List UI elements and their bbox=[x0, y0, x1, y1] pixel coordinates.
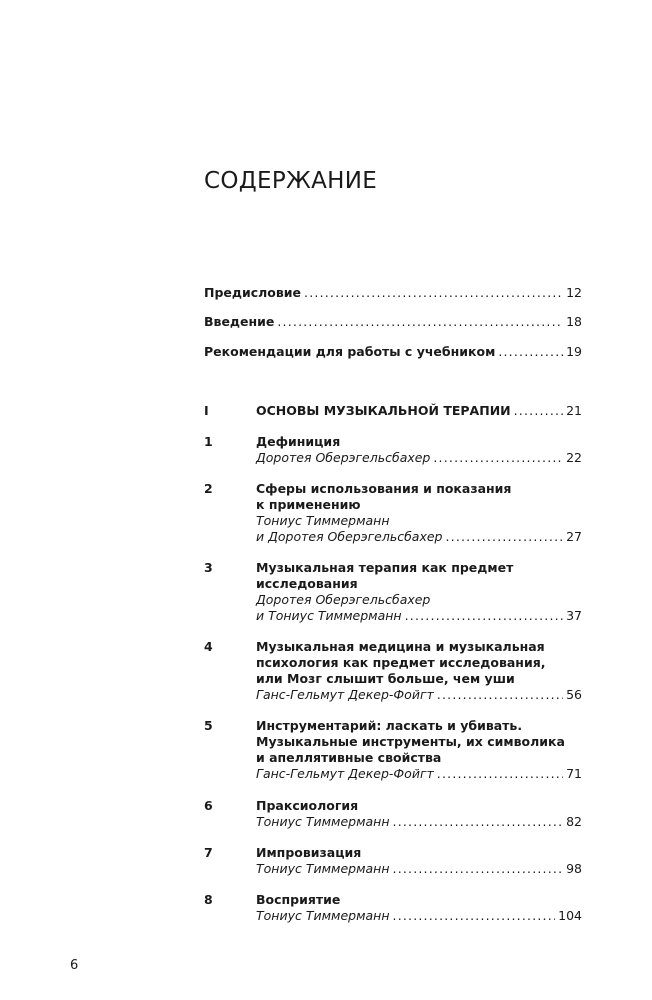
toc-leader bbox=[437, 766, 563, 782]
toc-page-number: 18 bbox=[566, 314, 582, 329]
chapter-number: 1 bbox=[204, 434, 213, 449]
chapter-author: и Тониус Тиммерманн bbox=[256, 608, 402, 623]
toc-page-number: 37 bbox=[566, 608, 582, 623]
toc-entry-chapter-7[interactable] bbox=[256, 861, 582, 877]
chapter-author: Тониус Тиммерманн bbox=[256, 861, 390, 876]
toc-page-number: 104 bbox=[558, 908, 582, 923]
chapter-title[interactable]: Импровизация bbox=[256, 845, 362, 860]
toc-page-number: 19 bbox=[566, 344, 582, 359]
toc-entry-recommendations[interactable] bbox=[204, 344, 582, 360]
toc-leader bbox=[437, 687, 563, 703]
chapter-number: 5 bbox=[204, 718, 213, 733]
toc-entry-label: ОСНОВЫ МУЗЫКАЛЬНОЙ ТЕРАПИИ bbox=[256, 403, 511, 418]
chapter-author: и Доротея Оберэгельсбахер bbox=[256, 529, 443, 544]
toc-leader bbox=[498, 344, 563, 360]
chapter-title[interactable]: и апеллятивные свойства bbox=[256, 750, 442, 765]
chapter-number: 7 bbox=[204, 845, 213, 860]
part-number: I bbox=[204, 403, 209, 418]
chapter-title[interactable]: Музыкальные инструменты, их символика bbox=[256, 734, 565, 749]
toc-page-number: 98 bbox=[566, 861, 582, 876]
toc-entry-introduction[interactable] bbox=[204, 314, 582, 330]
toc-page-number: 22 bbox=[566, 450, 582, 465]
toc-leader bbox=[433, 450, 563, 466]
chapter-title[interactable]: Сферы использования и показания bbox=[256, 481, 512, 496]
chapter-number: 2 bbox=[204, 481, 213, 496]
toc-page-number: 12 bbox=[566, 285, 582, 300]
toc-entry-label: Введение bbox=[204, 314, 275, 329]
chapter-author: Ганс-Гельмут Декер-Фойгт bbox=[256, 766, 434, 781]
chapter-author: Тониус Тиммерманн bbox=[256, 513, 390, 528]
toc-entry-chapter-1[interactable] bbox=[256, 450, 582, 466]
chapter-title[interactable]: Музыкальная терапия как предмет bbox=[256, 560, 514, 575]
toc-leader bbox=[277, 314, 563, 330]
toc-leader bbox=[514, 403, 563, 419]
toc-page-number: 56 bbox=[566, 687, 582, 702]
toc-leader bbox=[445, 529, 563, 545]
chapter-author: Доротея Оберэгельсбахер bbox=[256, 592, 431, 607]
toc-entry-label: Предисловие bbox=[204, 285, 302, 300]
chapter-title[interactable]: к применению bbox=[256, 497, 361, 512]
toc-page-number: 21 bbox=[566, 403, 582, 418]
chapter-author: Доротея Оберэгельсбахер bbox=[256, 450, 431, 465]
toc-entry-part-1[interactable] bbox=[256, 403, 582, 419]
chapter-title[interactable]: психология как предмет исследования, bbox=[256, 655, 546, 670]
toc-leader bbox=[393, 861, 564, 877]
page-title: СОДЕРЖАНИЕ bbox=[204, 168, 378, 194]
chapter-title[interactable]: Инструментарий: ласкать и убивать. bbox=[256, 718, 523, 733]
chapter-author: Тониус Тиммерманн bbox=[256, 908, 390, 923]
toc-entry-chapter-3[interactable] bbox=[256, 608, 582, 624]
toc-entry-chapter-6[interactable] bbox=[256, 814, 582, 830]
toc-leader bbox=[393, 908, 556, 924]
toc-page-number: 71 bbox=[566, 766, 582, 781]
toc-leader bbox=[405, 608, 563, 624]
chapter-title[interactable]: Музыкальная медицина и музыкальная bbox=[256, 639, 545, 654]
toc-entry-chapter-4[interactable] bbox=[256, 687, 582, 703]
chapter-title[interactable]: Дефиниция bbox=[256, 434, 341, 449]
toc-entry-label: Рекомендации для работы с учебником bbox=[204, 344, 496, 359]
toc-leader bbox=[393, 814, 564, 830]
toc-entry-chapter-8[interactable] bbox=[256, 908, 582, 924]
toc-page-number: 27 bbox=[566, 529, 582, 544]
toc-entry-chapter-5[interactable] bbox=[256, 766, 582, 782]
page-number: 6 bbox=[70, 958, 79, 973]
toc-entry-preface[interactable] bbox=[204, 285, 582, 301]
chapter-title[interactable]: Восприятие bbox=[256, 892, 341, 907]
chapter-author: Ганс-Гельмут Декер-Фойгт bbox=[256, 687, 434, 702]
chapter-number: 4 bbox=[204, 639, 213, 654]
toc-leader bbox=[304, 285, 563, 301]
toc-page-number: 82 bbox=[566, 814, 582, 829]
chapter-title[interactable]: или Мозг слышит больше, чем уши bbox=[256, 671, 515, 686]
chapter-title[interactable]: Праксиология bbox=[256, 798, 359, 813]
chapter-title[interactable]: исследования bbox=[256, 576, 358, 591]
chapter-number: 3 bbox=[204, 560, 213, 575]
chapter-number: 8 bbox=[204, 892, 213, 907]
toc-entry-chapter-2[interactable] bbox=[256, 529, 582, 545]
chapter-author: Тониус Тиммерманн bbox=[256, 814, 390, 829]
chapter-number: 6 bbox=[204, 798, 213, 813]
